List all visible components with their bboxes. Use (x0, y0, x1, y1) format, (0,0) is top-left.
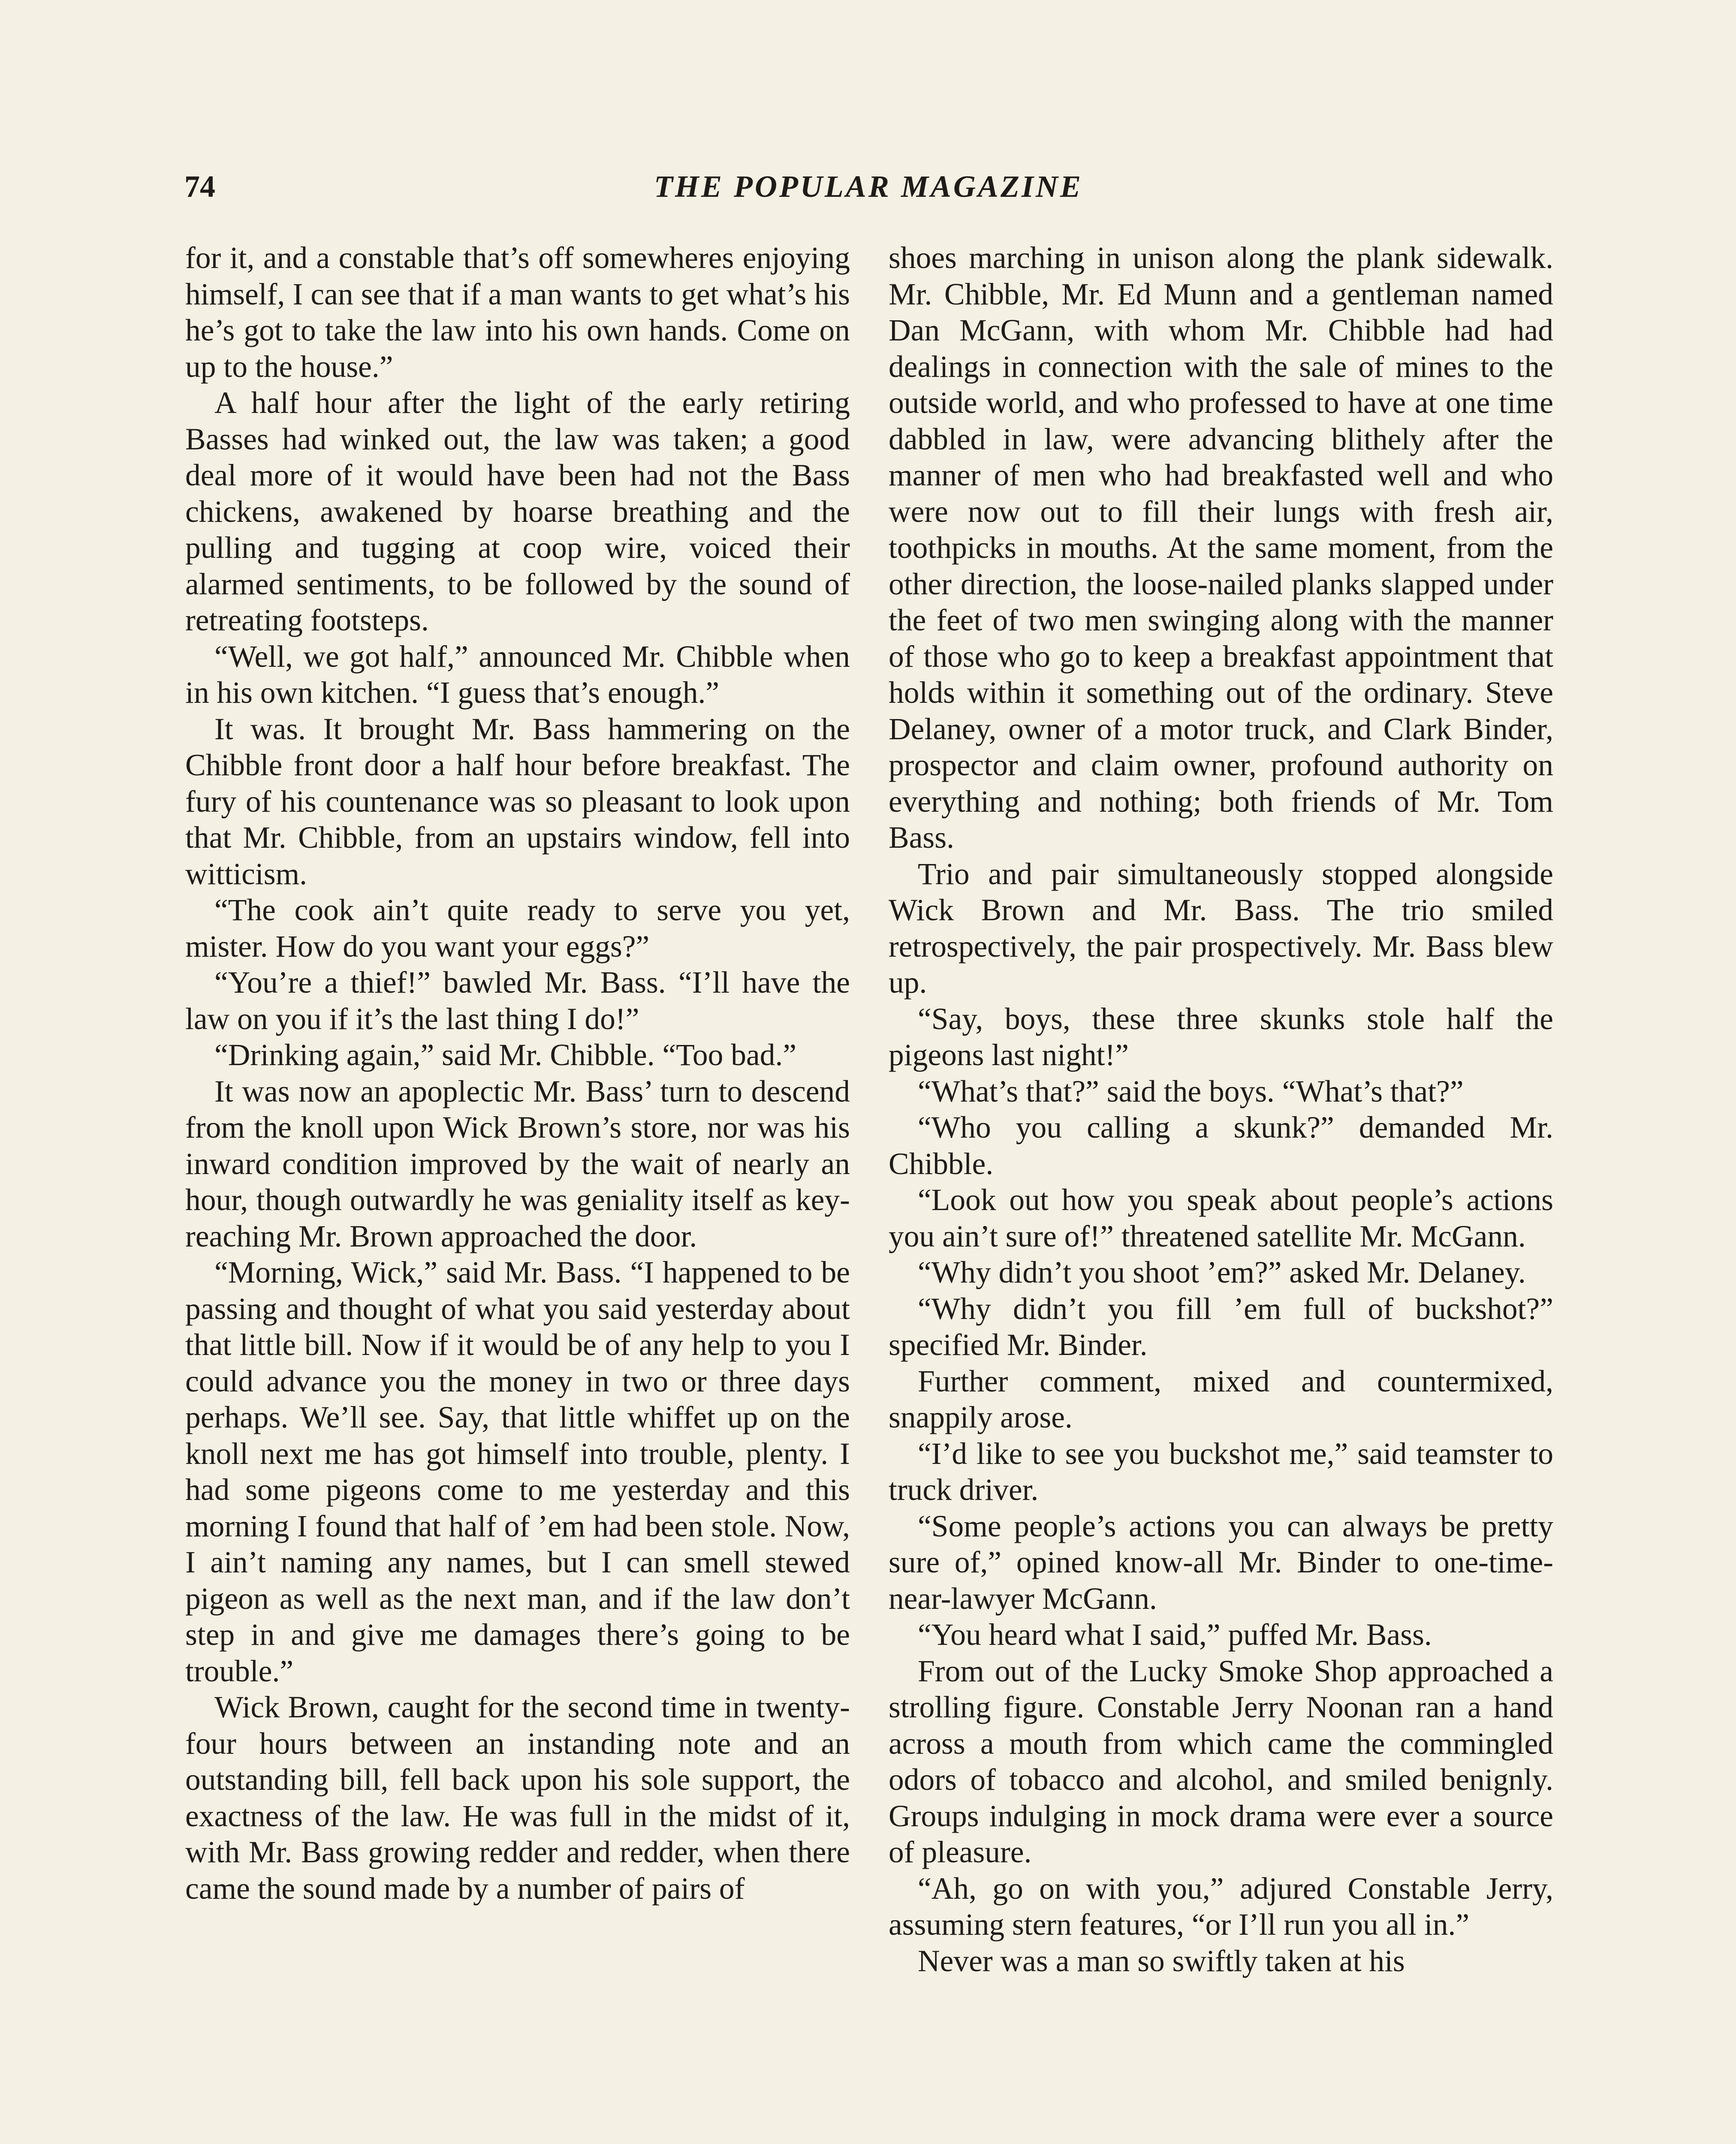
paragraph: “Well, we got half,” announced Mr. Chibble when in his own kitchen. “I guess that’s enough.” (185, 639, 850, 710)
page-header (184, 165, 1552, 212)
paragraph: “Who you calling a skunk?” demanded Mr. Chibble. (889, 1111, 1553, 1181)
paragraph: “What’s that?” said the boys. “What’s that?” (918, 1074, 1464, 1108)
paragraph: It was. It brought Mr. Bass hammering on the Chibble front door a half hour before breakfast. The fury of his countenance was so pleasant to look upon that Mr. Chibble, from an upstairs window, fell into witticism. (185, 712, 850, 891)
paragraph: Wick Brown, caught for the second time in twenty-four hours between an instanding note and an outstanding bill, fell back upon his sole support, the exactness of the law. He was full in the midst of it, with Mr. Bass growing redder and redder, when there came the sound made by a number of pairs of (185, 1690, 850, 1906)
paragraph: shoes marching in unison along the plank sidewalk. Mr. Chibble, Mr. Ed Munn and a gentleman named Dan McGann, with whom Mr. Chibble had had dealings in connection with the sale of mines to the outside world, and who professed to have at one time dabbled in law, were advancing blithely after the manner of men who had breakfasted well and who were now out to fill their lungs with fresh air, toothpicks in mouths. At the same moment, from the other direction, the loose-nailed planks slapped under the feet of two men swinging along with the manner of those who go to keep a breakfast appointment that holds within it something out of the ordinary. Steve Delaney, owner of a motor truck, and Clark Binder, prospector and claim owner, profound authority on everything and nothing; both friends of Mr. Tom Bass. (889, 241, 1553, 855)
paragraph: Trio and pair simultaneously stopped alongside Wick Brown and Mr. Bass. The trio smiled retrospectively, the pair prospectively. Mr. Bass blew up. (889, 857, 1553, 1000)
paragraph: “Say, boys, these three skunks stole half the pigeons last night!” (889, 1002, 1553, 1072)
paragraph: A half hour after the light of the early retiring Basses had winked out, the law was taken; a good deal more of it would have been had not the Bass chickens, awakened by hoarse breathing and the pulling and tugging at coop wire, voiced their alarmed sentiments, to be followed by the sound of retreating footsteps. (185, 386, 850, 637)
paragraph: “Look out how you speak about people’s actions you ain’t sure of!” threatened satellite Mr. McGann. (889, 1183, 1553, 1253)
paragraph: “Drinking again,” said Mr. Chibble. “Too bad.” (214, 1038, 797, 1072)
paragraph: for it, and a constable that’s off somewheres enjoying himself, I can see that if a man wants to get what’s his he’s got to take the law into his own hands. Come on up to the house.” (185, 241, 850, 384)
paragraph: “You heard what I said,” puffed Mr. Bass. (918, 1618, 1432, 1652)
paragraph: “Why didn’t you fill ’em full of buckshot?” specified Mr. Binder. (889, 1292, 1553, 1362)
paragraph: Further comment, mixed and countermixed, snappily arose. (889, 1364, 1553, 1434)
paragraph: “Some people’s actions you can always be pretty sure of,” opined know-all Mr. Binder to one-time-near-lawyer McGann. (889, 1509, 1553, 1616)
right-column (889, 240, 1553, 1979)
paragraph: “Morning, Wick,” said Mr. Bass. “I happened to be passing and thought of what you said yesterday about that little bill. Now if it would be of any help to you I could advance you the money in two or three days perhaps. We’ll see. Say, that little whiffet up on the knoll next me has got himself into trouble, plenty. I had some pigeons come to me yesterday and this morning I found that half of ’em had been stole. Now, I ain’t naming any names, but I can smell stewed pigeon as well as the next man, and if the law don’t step in and give me damages there’s going to be trouble.” (185, 1256, 850, 1688)
paragraph: “The cook ain’t quite ready to serve you yet, mister. How do you want your eggs?” (185, 893, 850, 964)
paragraph: “Ah, go on with you,” adjured Constable Jerry, assuming stern features, “or I’ll run you all in.” (889, 1871, 1553, 1942)
paragraph: “Why didn’t you shoot ’em?” asked Mr. Delaney. (918, 1256, 1526, 1289)
running-head: THE POPULAR MAGAZINE (654, 169, 1083, 204)
paragraph: “I’d like to see you buckshot me,” said teamster to truck driver. (889, 1436, 1553, 1507)
paragraph: Never was a man so swiftly taken at his (918, 1944, 1405, 1978)
paragraph: “You’re a thief!” bawled Mr. Bass. “I’ll have the law on you if it’s the last thing I do!” (185, 966, 850, 1036)
left-column (185, 240, 850, 1907)
paragraph: It was now an apoplectic Mr. Bass’ turn to descend from the knoll upon Wick Brown’s store, nor was his inward condition improved by the wait of nearly an hour, though outwardly he was geniality itself as key-reaching Mr. Brown approached the door. (185, 1074, 850, 1253)
paragraph: From out of the Lucky Smoke Shop approached a strolling figure. Constable Jerry Noonan ran a hand across a mouth from which came the commingled odors of tobacco and alcohol, and smiled benignly. Groups indulging in mock drama were ever a source of pleasure. (889, 1654, 1553, 1869)
page-number: 74 (184, 169, 215, 204)
